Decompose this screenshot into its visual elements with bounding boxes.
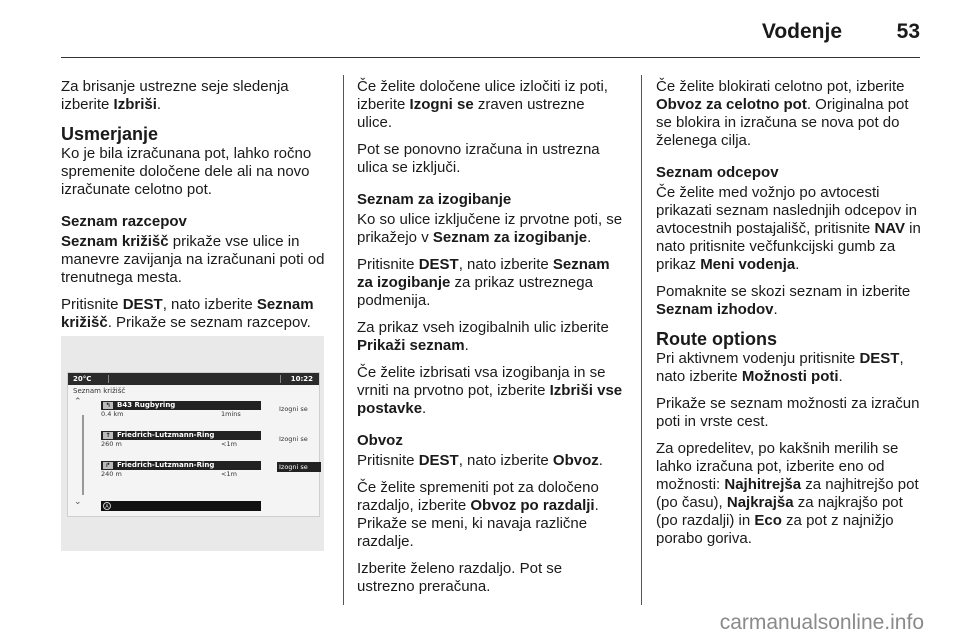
text: Za opredelitev, po kakšnih merilih se lahko izračuna pot, izberite eno od možnosti: — [656, 440, 899, 493]
text: Če želite izbrisati vsa izogibanja in se vrniti na prvotno pot, izberite — [357, 364, 606, 399]
text: in nato pritisnite večfunkcijski gumb za prikaz — [656, 220, 921, 273]
paragraph — [357, 256, 623, 310]
subheading-seznam-odcepov: Seznam odcepov — [656, 164, 779, 181]
status-bar — [68, 373, 319, 385]
subheading-seznam-za-izogibanje: Seznam za izogibanje — [357, 191, 512, 208]
section-heading-usmerjanje: Usmerjanje — [61, 124, 159, 144]
street-name: B43 Rugbyring — [117, 401, 176, 409]
street-name: Friedrich-Lutzmann-Ring — [117, 461, 215, 469]
menu-term: Seznam izhodov — [656, 301, 774, 318]
screen-title: Seznam križišč — [73, 387, 126, 395]
paragraph: Pot se ponovno izračuna in ustrezna ulica se izključi. — [357, 141, 600, 176]
text: . — [156, 96, 162, 113]
text: za najkrajšo pot (po razdalji) in — [656, 494, 903, 529]
menu-term: Seznam križišč — [61, 233, 169, 250]
paragraph — [656, 283, 922, 319]
text: Če želite med vožnjo po avtocesti prikazati seznam naslednjih odcepov in avtocestnih postajališč, pritisnite — [656, 184, 917, 237]
text: Pritisnite — [357, 256, 419, 273]
column-divider-1 — [343, 75, 344, 605]
menu-term: Izbriši vse postavke — [357, 382, 623, 417]
row-details — [101, 410, 261, 419]
paragraph — [357, 78, 623, 132]
paragraph — [357, 479, 623, 551]
paragraph — [656, 184, 922, 274]
destination-icon: A — [103, 502, 111, 510]
text: Če želite določene ulice izločiti iz poti, izberite — [357, 78, 608, 113]
text: za prikaz ustreznega podmenija. — [357, 274, 593, 309]
watermark: carmanualsonline.info — [719, 611, 924, 634]
scroll-up-icon[interactable]: ⌃ — [74, 397, 82, 407]
paragraph: Prikaže se seznam možnosti za izračun poti in vrste cest. — [656, 395, 920, 430]
menu-term: Najhitrejša — [724, 476, 802, 493]
menu-term: Izbriši — [113, 96, 157, 113]
paragraph — [357, 364, 623, 418]
text: , nato izberite — [458, 256, 553, 273]
list-item[interactable] — [101, 401, 261, 419]
paragraph: Ko je bila izračunana pot, lahko ročno spremenite določene dele ali na novo izračunate celotno pot. — [61, 145, 312, 198]
paragraph — [61, 296, 327, 332]
text: Za prikaz vseh izogibalnih ulic izberite — [357, 319, 609, 336]
paragraph — [656, 350, 922, 386]
text: Če želite blokirati celotno pot, izberite — [656, 78, 905, 95]
straight-icon: ↑ — [103, 432, 113, 439]
text: Pomaknite se skozi seznam in izberite — [656, 283, 911, 300]
separator — [280, 375, 281, 383]
column-1 — [61, 78, 327, 341]
paragraph — [357, 319, 623, 355]
button-term: NAV — [874, 220, 905, 237]
text: . — [795, 256, 800, 273]
menu-term: Prikaži seznam — [357, 337, 465, 354]
text: Pritisnite — [357, 452, 419, 469]
paragraph — [357, 211, 623, 247]
button-term: DEST — [859, 350, 900, 367]
text: . — [773, 301, 778, 318]
text: . — [587, 229, 592, 246]
menu-term: Seznam za izogibanje — [432, 229, 588, 246]
text: zraven ustrezne ulice. — [357, 96, 585, 131]
paragraph: Izberite želeno razdaljo. Pot se ustrezno preračuna. — [357, 560, 563, 595]
avoid-button-selected[interactable]: Izogni se — [277, 462, 321, 472]
street-name-bar — [101, 401, 261, 410]
menu-term: Izogni se — [409, 96, 474, 113]
text: . — [598, 452, 603, 469]
list-item[interactable] — [101, 431, 261, 449]
street-name-bar — [101, 431, 261, 440]
destination-bar — [101, 501, 261, 511]
column-2 — [357, 78, 623, 605]
text: Če želite spremeniti pot za določeno razdaljo, izberite — [357, 479, 599, 514]
column-divider-2 — [641, 75, 642, 605]
page-header — [0, 0, 960, 50]
display-screenshot — [61, 336, 324, 551]
text: prikaže vse ulice in manevre zavijanja na izračunani poti od trenutnega mesta. — [61, 233, 325, 286]
text: , nato izberite — [458, 452, 553, 469]
text: Pritisnite — [61, 296, 123, 313]
header-rule — [61, 57, 920, 58]
text: . Prikaže se meni, ki navaja različne razdalje. — [357, 497, 599, 550]
temperature: 20°C — [73, 375, 92, 383]
paragraph — [61, 233, 327, 287]
text: Ko so ulice izključene iz prvotne poti, se prikažejo v — [357, 211, 623, 246]
text: za najhitrejšo pot (po času), — [656, 476, 919, 511]
duration: 1mins — [221, 410, 241, 418]
display-panel — [67, 372, 320, 517]
menu-term: Seznam križišč — [61, 296, 314, 331]
chapter-title: Vodenje — [761, 20, 842, 43]
paragraph — [656, 78, 922, 150]
column-3 — [656, 78, 922, 557]
row-details — [101, 440, 261, 449]
street-name: Friedrich-Lutzmann-Ring — [117, 431, 215, 439]
section-heading-route-options: Route options — [656, 329, 777, 349]
menu-term: Seznam za izogibanje — [357, 256, 610, 291]
list-item[interactable] — [101, 461, 261, 479]
separator — [108, 375, 109, 383]
text: . — [464, 337, 469, 354]
text: . Prikaže se seznam razcepov. — [107, 314, 311, 331]
distance: 240 m — [101, 470, 122, 478]
button-term: DEST — [418, 256, 459, 273]
scroll-down-icon[interactable]: ⌄ — [74, 497, 82, 507]
text: za pot z najnižjo porabo goriva. — [656, 512, 894, 547]
turn-left-icon: ↰ — [103, 402, 113, 409]
menu-term: Eco — [754, 512, 782, 529]
avoid-button[interactable]: Izogni se — [279, 435, 308, 443]
text: Pri aktivnem vodenju pritisnite — [656, 350, 860, 367]
button-term: DEST — [418, 452, 459, 469]
scrollbar[interactable] — [82, 415, 84, 495]
paragraph — [656, 440, 922, 548]
menu-term: Možnosti poti — [741, 368, 839, 385]
turn-right-icon: ↱ — [103, 462, 113, 469]
button-term: DEST — [122, 296, 163, 313]
distance: 0.4 km — [101, 410, 124, 418]
duration: <1m — [221, 440, 237, 448]
text: . — [838, 368, 843, 385]
text: , nato izberite — [656, 350, 904, 385]
row-details — [101, 470, 261, 479]
subheading-obvoz: Obvoz — [357, 432, 403, 449]
menu-term: Najkrajša — [726, 494, 794, 511]
paragraph — [61, 78, 327, 114]
avoid-button[interactable]: Izogni se — [279, 405, 308, 413]
menu-term: Obvoz — [552, 452, 599, 469]
page-number: 53 — [896, 20, 920, 43]
duration: <1m — [221, 470, 237, 478]
paragraph — [357, 452, 623, 470]
subheading-seznam-razcepov: Seznam razcepov — [61, 213, 187, 230]
menu-term: Obvoz po razdalji — [470, 497, 595, 514]
text: . Originalna pot se blokira in izračuna se nova pot do želenega cilja. — [656, 96, 909, 149]
menu-term: Meni vodenja — [700, 256, 796, 273]
text: , nato izberite — [162, 296, 257, 313]
text: . — [422, 400, 427, 417]
menu-term: Obvoz za celotno pot — [656, 96, 807, 113]
distance: 260 m — [101, 440, 122, 448]
text: Za brisanje ustrezne seje sledenja izberite — [61, 78, 289, 113]
street-name-bar — [101, 461, 261, 470]
clock: 10:22 — [290, 375, 313, 383]
